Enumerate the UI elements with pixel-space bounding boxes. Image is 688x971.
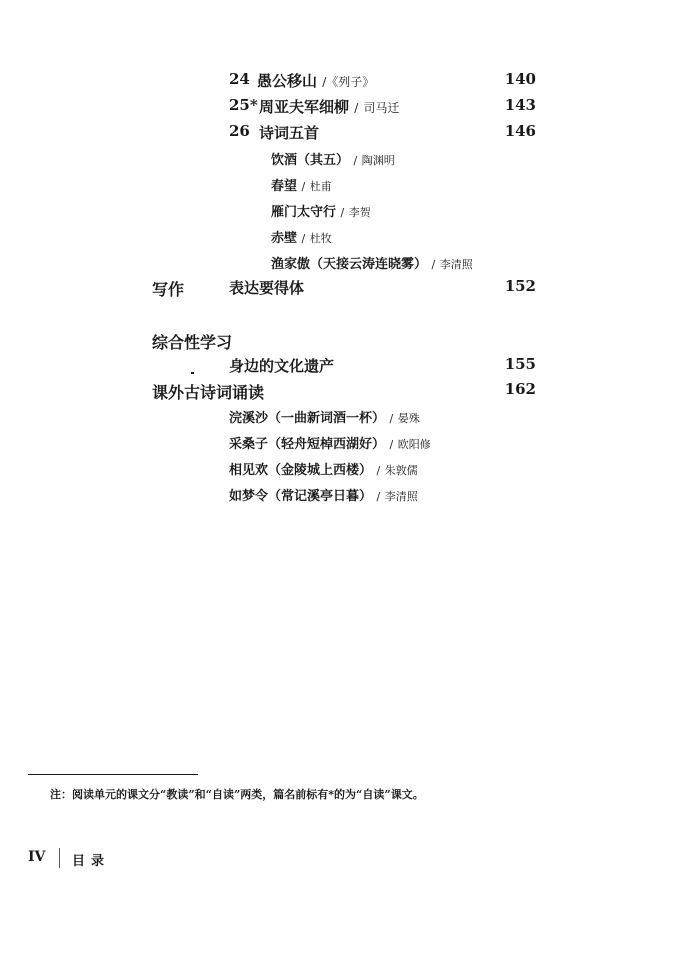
footnote-text: 注：阅读单元的课文分“教读”和“自读”两类，篇名前标有*的为“自读”课文。 <box>50 788 424 801</box>
poem-title: 雁门太守行 / 李贺 <box>271 205 371 220</box>
toc-entry-lesson-24[interactable] <box>0 70 688 94</box>
poem-author: 朱敦儒 <box>384 464 418 477</box>
page-number: 140 <box>504 70 536 88</box>
poem-author: 李贺 <box>348 206 371 219</box>
section-label-writing: 写作 <box>152 280 185 299</box>
lesson-author: 《列子》 <box>326 75 375 89</box>
toc-entry-extra-reading[interactable] <box>0 380 688 404</box>
section-label-extra: 课外古诗词诵读 <box>152 383 265 402</box>
toc-extra-poem-entry[interactable] <box>0 485 688 509</box>
poem-title: 相见欢（金陵城上西楼） / 朱敦儒 <box>229 463 418 478</box>
toc-extra-poem-entry[interactable] <box>0 407 688 431</box>
poem-title: 赤壁 / 杜牧 <box>271 231 332 246</box>
lesson-number: 26 <box>229 122 250 140</box>
footer-divider <box>59 848 60 868</box>
lesson-number: 24 <box>229 70 250 88</box>
poem-title: 渔家傲（天接云涛连晓雾） / 李清照 <box>271 257 473 272</box>
page-number: 146 <box>504 122 536 140</box>
toc-entry-lesson-26[interactable] <box>0 122 688 146</box>
poem-title: 浣溪沙（一曲新词酒一杯） / 晏殊 <box>229 411 420 426</box>
poem-title: 饮酒（其五） / 陶渊明 <box>271 153 395 168</box>
poem-title: 春望 / 杜甫 <box>271 179 332 194</box>
poem-author: 杜甫 <box>309 180 332 193</box>
toc-poem-entry[interactable] <box>0 253 688 277</box>
poem-author: 陶渊明 <box>361 154 395 167</box>
poem-title: 如梦令（常记溪亭日暮） / 李清照 <box>229 489 418 504</box>
toc-entry-lesson-25[interactable] <box>0 96 688 120</box>
section-label-integrated: 综合性学习 <box>152 333 233 352</box>
toc-poem-entry[interactable] <box>0 227 688 251</box>
poem-author: 杜牧 <box>309 232 332 245</box>
toc-entry-integrated[interactable] <box>0 355 688 379</box>
footer-section-title: 目录 <box>72 854 111 869</box>
lesson-number: 25* <box>229 96 258 114</box>
integrated-title: 身边的文化遗产 <box>229 357 335 375</box>
writing-title: 表达要得体 <box>229 279 305 297</box>
footnote-divider <box>28 774 198 775</box>
toc-extra-poem-entry[interactable] <box>0 459 688 483</box>
toc-extra-poem-entry[interactable] <box>0 433 688 457</box>
page-number: 143 <box>504 96 536 114</box>
poem-author: 晏殊 <box>397 412 420 425</box>
page-number: 152 <box>504 277 536 295</box>
lesson-title: 周亚夫军细柳 / 司马迁 <box>259 98 400 116</box>
lesson-author: 司马迁 <box>363 101 400 115</box>
page-number: 155 <box>504 355 536 373</box>
toc-entry-writing[interactable] <box>0 277 688 301</box>
page-number: 162 <box>504 380 536 398</box>
lesson-title: 愚公移山 /《列子》 <box>257 72 375 90</box>
lesson-title: 诗词五首 <box>259 124 320 142</box>
toc-poem-entry[interactable] <box>0 201 688 225</box>
poem-author: 李清照 <box>439 258 473 271</box>
poem-title: 采桑子（轻舟短棹西湖好） / 欧阳修 <box>229 437 431 452</box>
toc-poem-entry[interactable] <box>0 175 688 199</box>
poem-author: 李清照 <box>384 490 418 503</box>
footer-page-number: IV <box>28 849 46 865</box>
toc-poem-entry[interactable] <box>0 149 688 173</box>
poem-author: 欧阳修 <box>397 438 431 451</box>
